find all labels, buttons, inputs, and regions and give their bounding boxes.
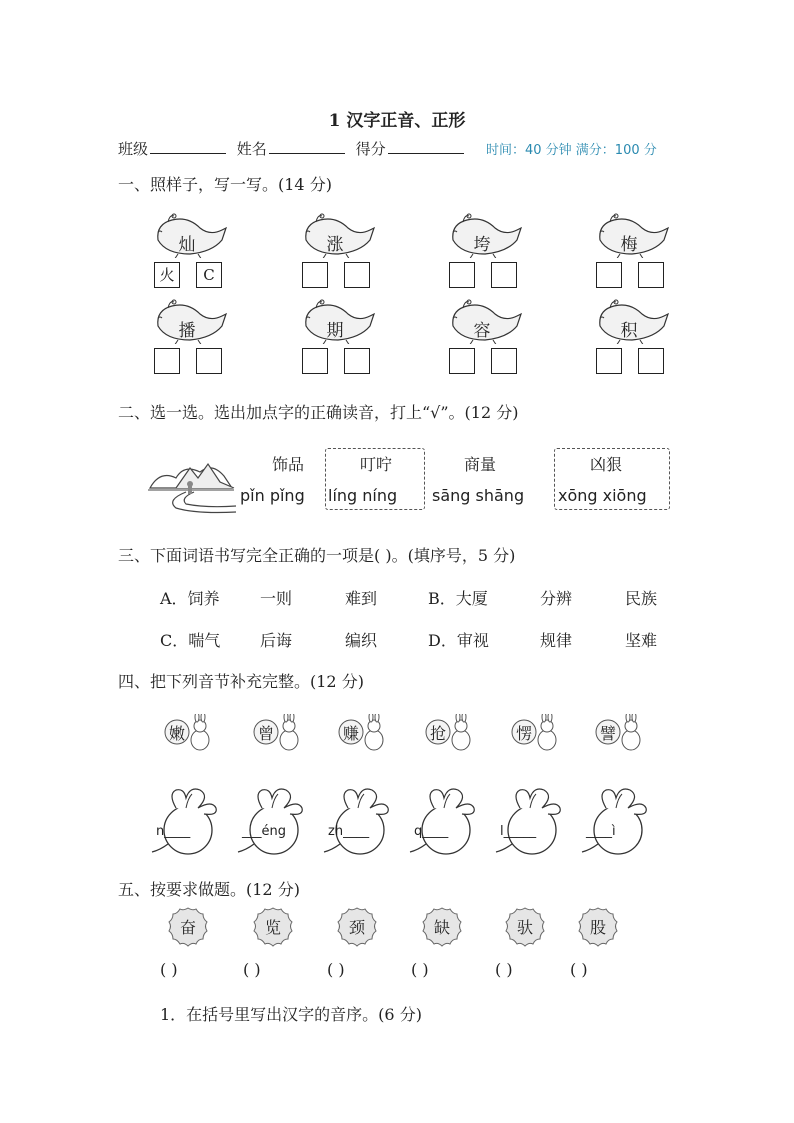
pinyin-options[interactable]: xōng xiōng [558,486,647,505]
radish-item [318,786,398,858]
flower-item [251,905,295,949]
flower-char: 奋 [179,918,196,937]
syllable-blank[interactable]: q____ [414,824,449,839]
answer-parentheses[interactable]: ( ) [160,960,178,979]
answer-parentheses[interactable]: ( ) [495,960,513,979]
radish-item [146,786,226,858]
radish-icon [146,786,226,858]
flower-char: 缺 [433,918,450,937]
word-option: 后诲 [260,631,293,650]
section5-question1: 1．在括号里写出汉字的音序。(6 分) [160,1005,422,1024]
radish-icon [404,786,484,858]
class-blank[interactable] [150,140,226,154]
answer-parentheses[interactable]: ( ) [327,960,345,979]
radical-box[interactable] [302,348,328,374]
radical-box[interactable] [449,262,475,288]
pinyin-box[interactable] [491,348,517,374]
section3-heading: 三、下面词语书写完全正确的一项是( )。(填序号，5 分) [118,546,516,565]
word-option: C．喘气 [160,631,221,650]
pinyin-box[interactable] [638,262,664,288]
pinyin-options[interactable]: líng níng [328,486,398,505]
pinyin-options[interactable]: sāng shāng [432,486,525,505]
bird-item [594,212,674,282]
target-word: 饰品 [271,455,304,474]
pinyin-options[interactable]: pǐn pǐng [240,486,305,505]
flower-char: 股 [589,918,606,937]
bird-char: 积 [620,321,638,341]
rabbit-char: 愣 [515,724,532,743]
pinyin-box[interactable] [491,262,517,288]
bird-item [152,212,232,282]
target-word: 商量 [463,455,496,474]
word-option: 一则 [260,589,293,608]
radish-item [490,786,570,858]
radical-box[interactable] [596,262,622,288]
radical-box[interactable] [596,348,622,374]
bird-item [594,298,674,368]
target-word: 凶狠 [589,455,622,474]
flower-item [576,905,620,949]
radish-item [232,786,312,858]
class-label: 班级 [118,140,149,158]
syllable-blank[interactable]: ____ì [586,824,616,839]
score-blank[interactable] [388,140,464,154]
word-option: 编织 [345,631,378,650]
radish-icon [576,786,656,858]
radish-icon [490,786,570,858]
time-info: 时间：40 分钟 满分：100 分 [486,143,657,158]
rabbit-char: 抢 [429,724,446,743]
word-option: A．饲养 [160,589,220,608]
bird-char: 涨 [326,235,344,255]
pinyin-box[interactable]: C [196,262,222,288]
radical-box[interactable] [302,262,328,288]
bird-item [300,212,380,282]
pinyin-box[interactable] [344,348,370,374]
landscape-illustration [146,448,238,518]
rabbit-item [511,714,571,754]
score-label: 得分 [355,140,386,158]
flower-char: 驮 [516,918,533,937]
bird-item [300,298,380,368]
rabbit-item [595,714,655,754]
bird-char: 期 [326,321,344,341]
pinyin-box[interactable] [638,348,664,374]
page-title: 1 汉字正音、正形 [328,111,466,131]
section4-heading: 四、把下列音节补充完整。(12 分) [118,672,364,691]
word-option: 分辨 [540,589,573,608]
target-word: 叮咛 [359,455,392,474]
section1-heading: 一、照样子，写一写。(14 分) [118,175,332,194]
flower-item [503,905,547,949]
syllable-blank[interactable]: l_____ [500,824,537,839]
radish-icon [232,786,312,858]
rabbit-item [425,714,485,754]
word-option: 规律 [540,631,573,650]
rabbit-char: 赚 [342,724,359,743]
flower-item [420,905,464,949]
pinyin-box[interactable] [344,262,370,288]
rabbit-item [253,714,313,754]
radical-box[interactable] [449,348,475,374]
pinyin-box[interactable] [196,348,222,374]
bird-item [447,212,527,282]
syllable-blank[interactable]: ___éng [242,824,286,839]
rabbit-char: 譬 [599,724,616,743]
bird-char: 梅 [620,235,638,255]
flower-char: 颈 [348,918,365,937]
answer-parentheses[interactable]: ( ) [570,960,588,979]
rabbit-item [164,714,224,754]
radish-item [576,786,656,858]
word-option: 难到 [345,589,378,608]
rabbit-char: 嫩 [168,724,185,743]
bird-char: 播 [178,321,196,341]
word-option: B．大厦 [428,589,488,608]
answer-parentheses[interactable]: ( ) [411,960,429,979]
student-info [118,138,470,159]
radish-item [404,786,484,858]
section2-heading: 二、选一选。选出加点字的正确读音，打上“√”。(12 分) [118,403,519,422]
radical-box[interactable] [154,348,180,374]
bird-item [447,298,527,368]
radical-box[interactable]: 火 [154,262,180,288]
flower-item [335,905,379,949]
syllable-blank[interactable]: n____ [156,824,191,839]
word-option: 坚难 [625,631,658,650]
word-option: D．审视 [428,631,489,650]
word-option: 民族 [625,589,658,608]
answer-parentheses[interactable]: ( ) [243,960,261,979]
bird-char: 垮 [473,235,491,255]
flower-item [166,905,210,949]
rabbit-char: 曾 [257,724,274,743]
section5-heading: 五、按要求做题。(12 分) [118,880,300,899]
rabbit-item [338,714,398,754]
syllable-blank[interactable]: zh____ [328,824,370,839]
bird-item [152,298,232,368]
bird-char: 容 [473,321,491,341]
bird-char: 灿 [178,235,196,255]
name-blank[interactable] [269,140,345,154]
flower-char: 览 [264,918,281,937]
radish-icon [318,786,398,858]
name-label: 姓名 [236,140,267,158]
